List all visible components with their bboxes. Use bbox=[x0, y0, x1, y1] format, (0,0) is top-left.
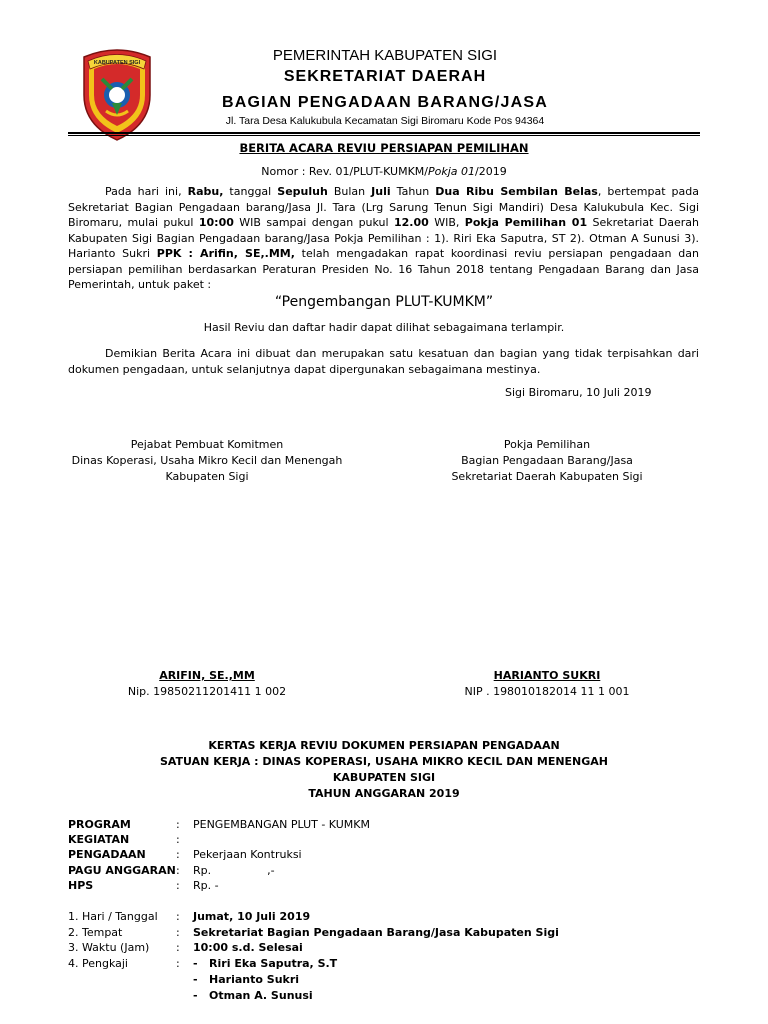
detail-colon: : bbox=[176, 818, 180, 831]
detail-value-pagu: Rp. ,- bbox=[193, 864, 275, 877]
signature-region: Kabupaten Sigi bbox=[165, 470, 249, 483]
closing-paragraph: Demikian Berita Acara ini dibuat dan merupakan satu kesatuan dan bagian yang tidak terpisahkan dari dokumen pengadaan, untuk selanjutnya dapat dipergunakan sebagaimana mestinya. bbox=[68, 347, 699, 376]
nomor-pokja: Pokja 01 bbox=[428, 165, 476, 178]
document-number bbox=[0, 165, 768, 178]
worksheet-region: KABUPATEN SIGI bbox=[332, 771, 436, 784]
review-result-note: Hasil Reviu dan daftar hadir dapat dilihat sebagaimana terlampir. bbox=[203, 321, 565, 334]
item-label-time: 3. Waktu (Jam) bbox=[68, 941, 150, 954]
detail-colon: : bbox=[176, 833, 180, 846]
header-address: Jl. Tara Desa Kalukubula Kecamatan Sigi Biromaru Kode Pos 94364 bbox=[225, 115, 545, 127]
nomor-value: Rev. 01/PLUT-KUMKM/ bbox=[308, 165, 428, 178]
worksheet-heading bbox=[0, 738, 768, 802]
item-value-date: Jumat, 10 Juli 2019 bbox=[193, 910, 311, 923]
worksheet-unit: SATUAN KERJA : DINAS KOPERASI, USAHA MIKRO KECIL DAN MENENGAH bbox=[159, 755, 609, 768]
kabupaten-sigi-logo-icon bbox=[78, 45, 156, 141]
signatory-name-ppk: ARIFIN, SE.,MM bbox=[159, 669, 255, 682]
worksheet-year: TAHUN ANGGARAN 2019 bbox=[308, 787, 460, 800]
header-line-government: PEMERINTAH KABUPATEN SIGI bbox=[272, 47, 498, 64]
signature-block-ppk bbox=[57, 437, 357, 485]
item-value-place: Sekretariat Bagian Pengadaan Barang/Jasa Kabupaten Sigi bbox=[193, 926, 559, 939]
item-colon: : bbox=[176, 910, 180, 923]
opening-paragraph: Pada hari ini, Rabu, tanggal Sepuluh Bulan Juli Tahun Dua Ribu Sembilan Belas, bertempat pada Sekretariat Bagian Pengadaan barang/Jasa Jl. Tara (Lrg Sarung Tenun Sigi Mandiri) Desa Kalukubula Kec. Sigi Biromaru, mulai pukul 10:00 WIB sampai dengan pukul 12.00 WIB, Pokja Pemilihan 01 Sekretariat Daerah Kabupaten Sigi Bagian Pengadaan barang/Jasa Pokja Pemilihan : 1). Riri Eka Saputra, ST 2). Otman A Sunusi 3). Harianto Sukri PPK : Arifin, SE,.MM, telah mengadakan rapat koordinasi reviu persiapan pengadaan dan persiapan pemilihan berdasarkan Peraturan Presiden No. 16 Tahun 2018 tentang Pengadaan Barang dan Jasa Pemerintah, untuk paket : bbox=[68, 185, 700, 291]
detail-colon: : bbox=[176, 864, 180, 877]
signature-role: Pokja Pemilihan bbox=[503, 438, 591, 451]
item-value-reviewer-3: - Otman A. Sunusi bbox=[193, 989, 313, 1002]
item-colon: : bbox=[176, 926, 180, 939]
place-date: Sigi Biromaru, 10 Juli 2019 bbox=[505, 386, 652, 399]
item-label-place: 2. Tempat bbox=[68, 926, 123, 939]
signatory-nip-pokja: NIP . 198010182014 11 1 001 bbox=[464, 685, 630, 698]
detail-label-pagu: PAGU ANGGARAN bbox=[68, 864, 176, 877]
detail-value-hps: Rp. - bbox=[193, 879, 219, 892]
signature-agency: Bagian Pengadaan Barang/Jasa bbox=[461, 454, 633, 467]
nomor-label: Nomor : bbox=[261, 165, 309, 178]
item-colon: : bbox=[176, 941, 180, 954]
worksheet-title: KERTAS KERJA REVIU DOKUMEN PERSIAPAN PENGADAAN bbox=[208, 739, 560, 752]
detail-label-kegiatan: KEGIATAN bbox=[68, 833, 130, 846]
detail-label-program: PROGRAM bbox=[68, 818, 131, 831]
logo-lettering: KABUPATEN SIGI bbox=[93, 60, 141, 66]
header-divider-thin bbox=[68, 135, 700, 136]
detail-value-pengadaan: Pekerjaan Kontruksi bbox=[193, 848, 302, 861]
header-divider-thick bbox=[68, 132, 700, 134]
detail-colon: : bbox=[176, 848, 180, 861]
signature-agency: Dinas Koperasi, Usaha Mikro Kecil dan Menengah bbox=[71, 454, 343, 467]
detail-label-pengadaan: PENGADAAN bbox=[68, 848, 146, 861]
signatory-nip-ppk: Nip. 19850211201411 1 002 bbox=[127, 685, 287, 698]
item-colon: : bbox=[176, 957, 180, 970]
item-value-reviewer-1: - Riri Eka Saputra, S.T bbox=[193, 957, 338, 970]
detail-label-hps: HPS bbox=[68, 879, 94, 892]
header-line-division: BAGIAN PENGADAAN BARANG/JASA bbox=[221, 94, 549, 111]
nomor-year: /2019 bbox=[475, 165, 507, 178]
signature-region: Sekretariat Daerah Kabupaten Sigi bbox=[451, 470, 643, 483]
document-title: BERITA ACARA REVIU PERSIAPAN PEMILIHAN bbox=[239, 141, 529, 155]
item-value-time: 10:00 s.d. Selesai bbox=[193, 941, 303, 954]
package-name: “Pengembangan PLUT-KUMKM” bbox=[274, 294, 494, 310]
item-label-reviewers: 4. Pengkaji bbox=[68, 957, 128, 970]
signatory-name-pokja: HARIANTO SUKRI bbox=[493, 669, 601, 682]
header-line-secretariat: SEKRETARIAT DAERAH bbox=[283, 68, 487, 85]
item-label-date: 1. Hari / Tanggal bbox=[68, 910, 158, 923]
detail-value-program: PENGEMBANGAN PLUT - KUMKM bbox=[193, 818, 370, 831]
signature-role: Pejabat Pembuat Komitmen bbox=[130, 438, 284, 451]
item-value-reviewer-2: - Harianto Sukri bbox=[193, 973, 300, 986]
signature-block-pokja bbox=[397, 437, 697, 485]
detail-colon: : bbox=[176, 879, 180, 892]
